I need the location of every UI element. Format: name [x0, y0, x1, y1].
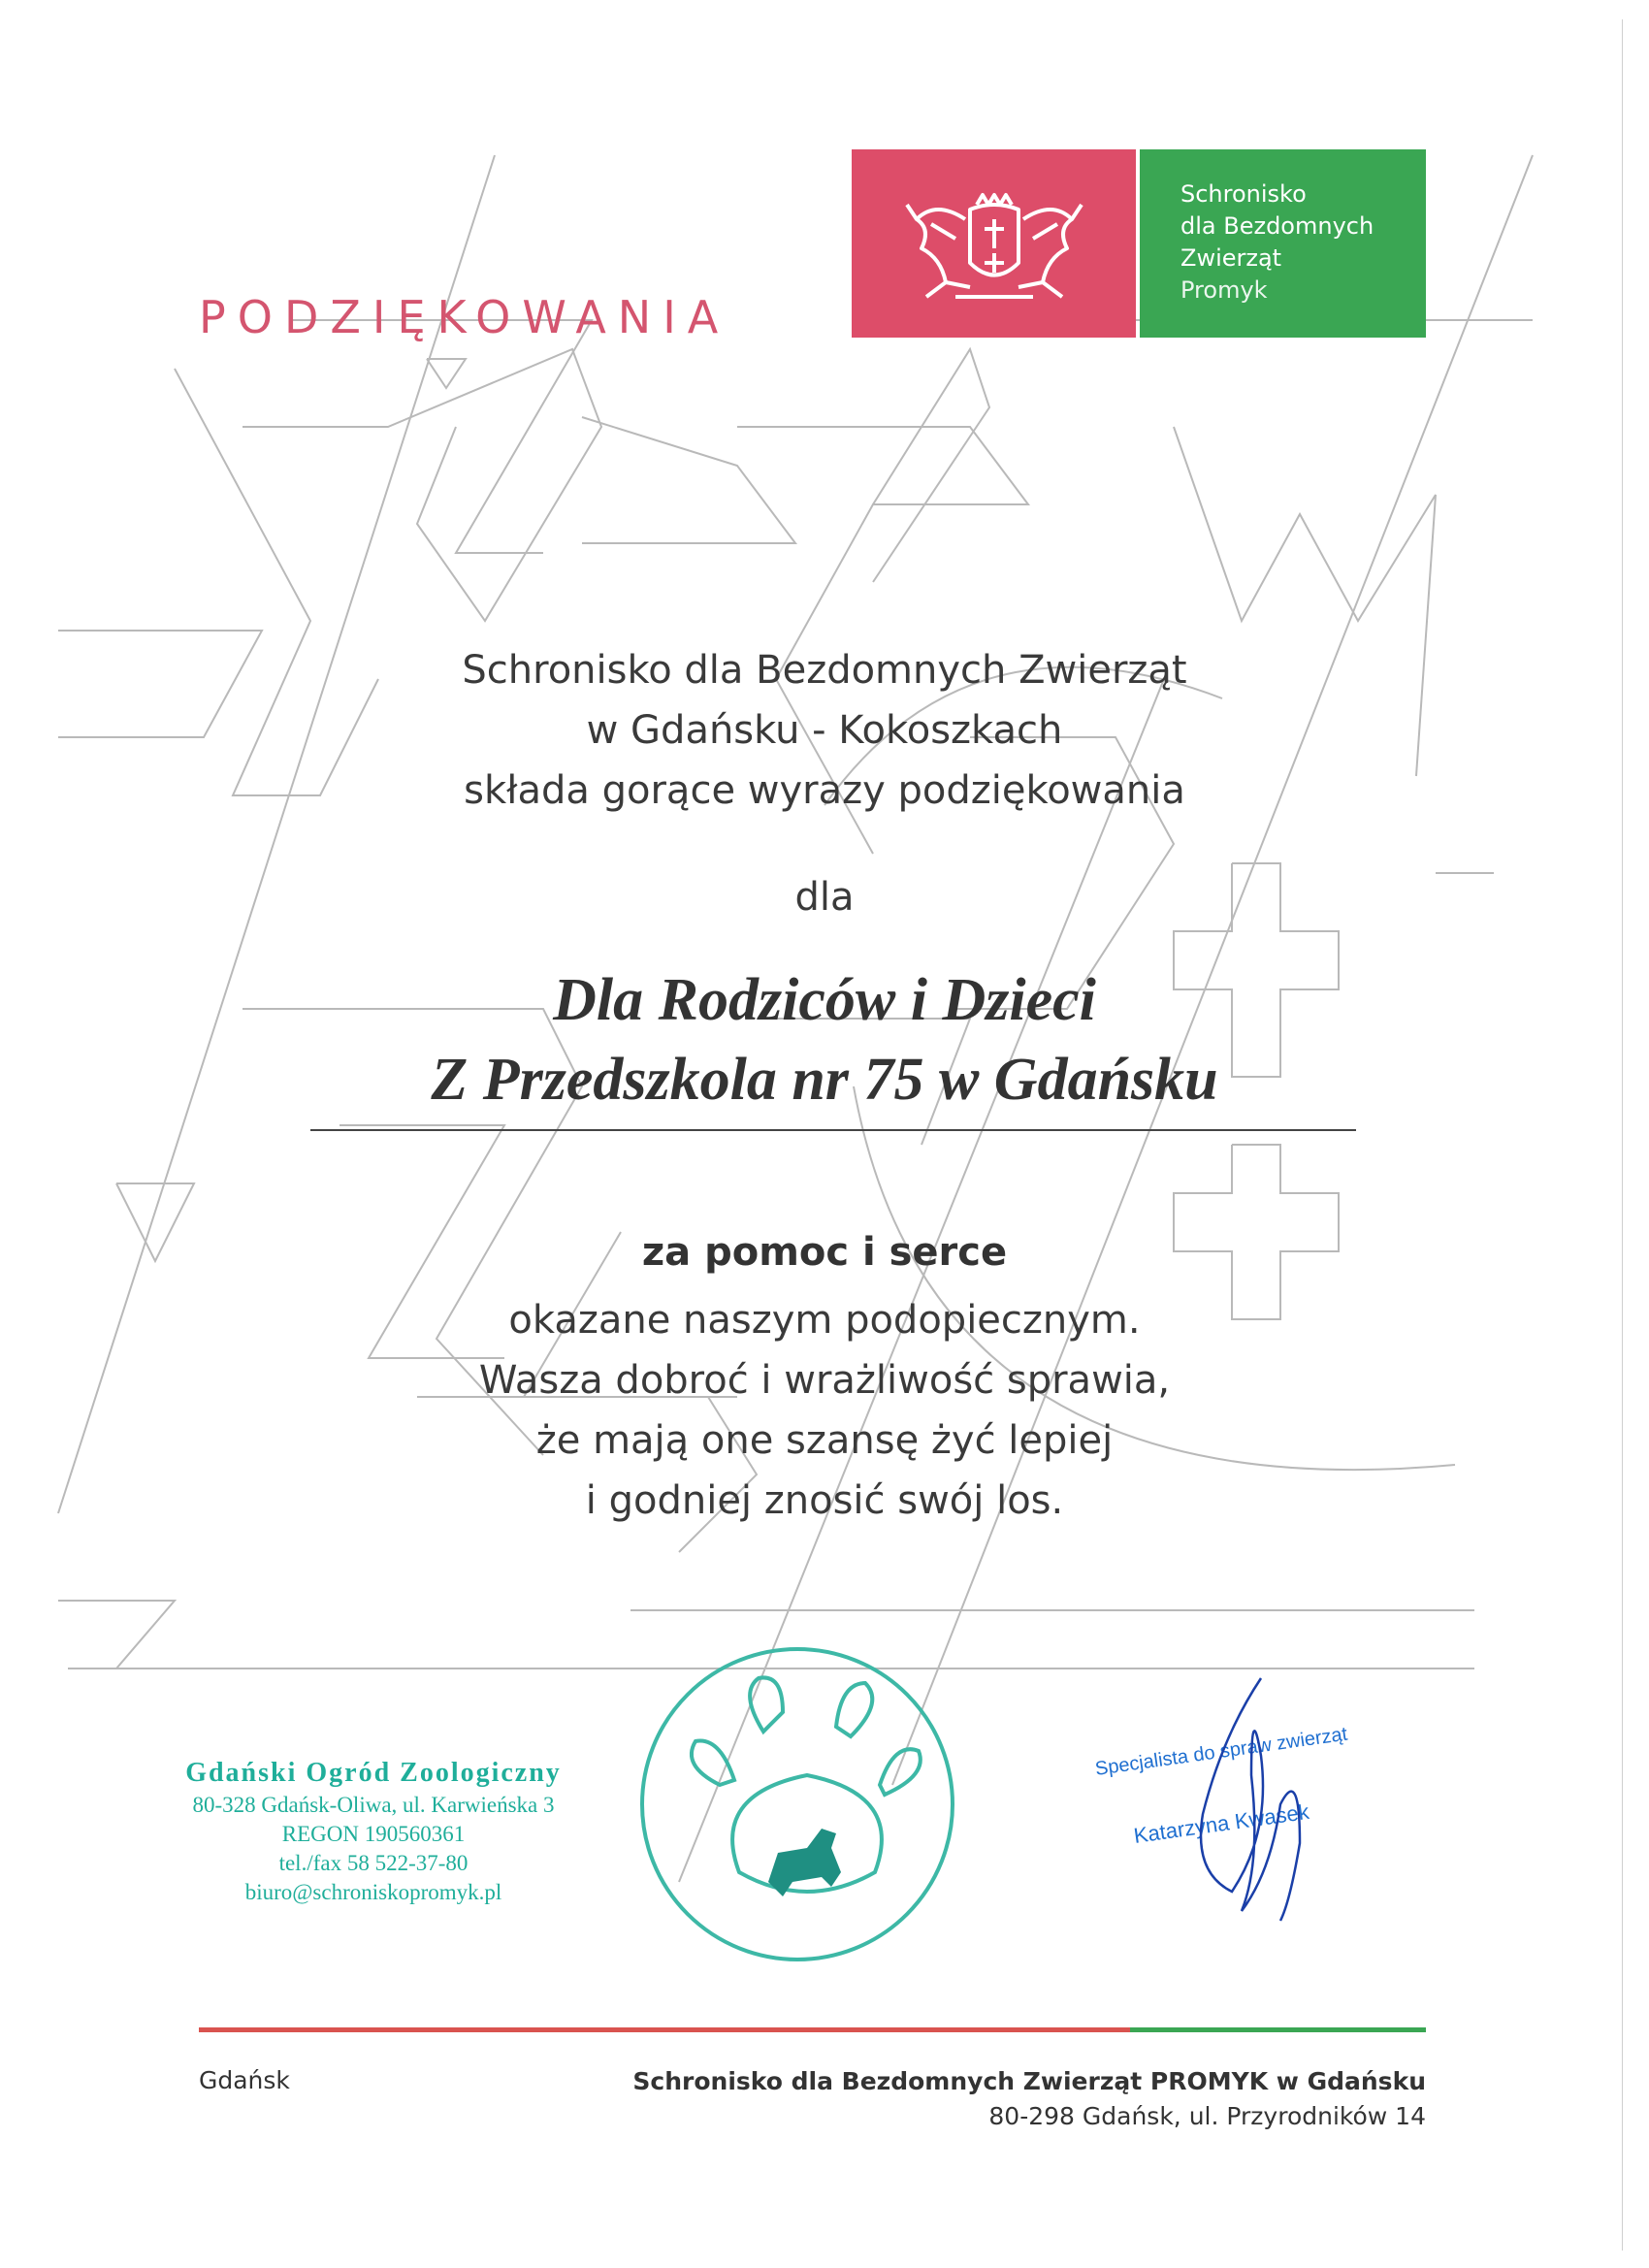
zoo-stamp-address: 80-328 Gdańsk-Oliwa, ul. Karwieńska 3 — [192, 1793, 555, 1817]
zoo-stamp-name: Gdański Ogród Zoologiczny — [185, 1758, 562, 1788]
recipient-underline — [310, 1129, 1356, 1131]
footer-divider-red — [199, 2027, 1130, 2032]
recipient-name — [0, 960, 1649, 1119]
logo-text-panel — [1140, 149, 1426, 338]
signature-stamp-title: Specjalista do spraw zwierząt — [1093, 1723, 1349, 1780]
recipient-line-1: Dla Rodziców i Dzieci — [553, 967, 1096, 1033]
dog-silhouette-icon — [768, 1829, 841, 1896]
zoo-stamp-regon: REGON 190560361 — [281, 1822, 466, 1846]
paw-toe-1-icon — [750, 1677, 783, 1732]
logo-line-3: Zwierząt — [1180, 244, 1282, 272]
zoo-stamp — [146, 1756, 601, 1907]
scan-edge-line — [1622, 19, 1623, 2251]
paw-toe-4-icon — [880, 1749, 921, 1795]
reason-line-1: okazane naszym podopiecznym. — [508, 1298, 1141, 1343]
reason-heading: za pomoc i serce — [641, 1230, 1008, 1275]
reason-line-4: i godniej znosić swój los. — [585, 1478, 1064, 1523]
logo-crest-panel — [852, 149, 1136, 338]
recipient-line-2: Z Przedszkola nr 75 w Gdańsku — [431, 1047, 1218, 1113]
paw-round-stamp — [632, 1639, 962, 1969]
footer-org-name: Schronisko dla Bezdomnych Zwierząt PROMYK w Gdańsku — [632, 2067, 1426, 2095]
reason-line-2: Wasza dobroć i wrażliwość sprawia, — [478, 1358, 1171, 1403]
shelter-logo — [852, 149, 1426, 338]
reason-text — [0, 1290, 1649, 1531]
footer-city: Gdańsk — [199, 2066, 290, 2094]
intro-line-1: Schronisko dla Bezdomnych Zwierząt — [462, 648, 1187, 693]
intro-line-3: składa gorące wyrazy podziękowania — [464, 768, 1185, 813]
paw-toe-3-icon — [692, 1741, 734, 1786]
logo-line-1: Schronisko — [1180, 180, 1307, 208]
specialist-signature-stamp — [1067, 1649, 1416, 1979]
intro-line-2: w Gdańsku - Kokoszkach — [586, 708, 1063, 753]
intro-text — [0, 640, 1649, 821]
footer-divider-green — [1130, 2027, 1426, 2032]
page-title: PODZIĘKOWANIA — [199, 291, 730, 343]
footer-divider — [199, 2027, 1426, 2032]
gdansk-coat-of-arms-icon — [888, 180, 1101, 307]
zoo-stamp-phone: tel./fax 58 522-37-80 — [278, 1851, 469, 1875]
logo-line-2: dla Bezdomnych — [1180, 212, 1374, 240]
handwritten-signature-icon — [1201, 1678, 1300, 1921]
footer-organization — [632, 2064, 1426, 2134]
footer-org-address: 80-298 Gdańsk, ul. Przyrodników 14 — [988, 2102, 1426, 2130]
for-word: dla — [794, 875, 855, 920]
zoo-stamp-email: biuro@schroniskopromyk.pl — [244, 1880, 502, 1904]
reason-line-3: że mają one szansę żyć lepiej — [535, 1418, 1114, 1463]
logo-line-4: Promyk — [1180, 276, 1268, 304]
signature-stamp-name: Katarzyna Kwasek — [1132, 1798, 1311, 1848]
paw-toe-2-icon — [836, 1683, 872, 1736]
